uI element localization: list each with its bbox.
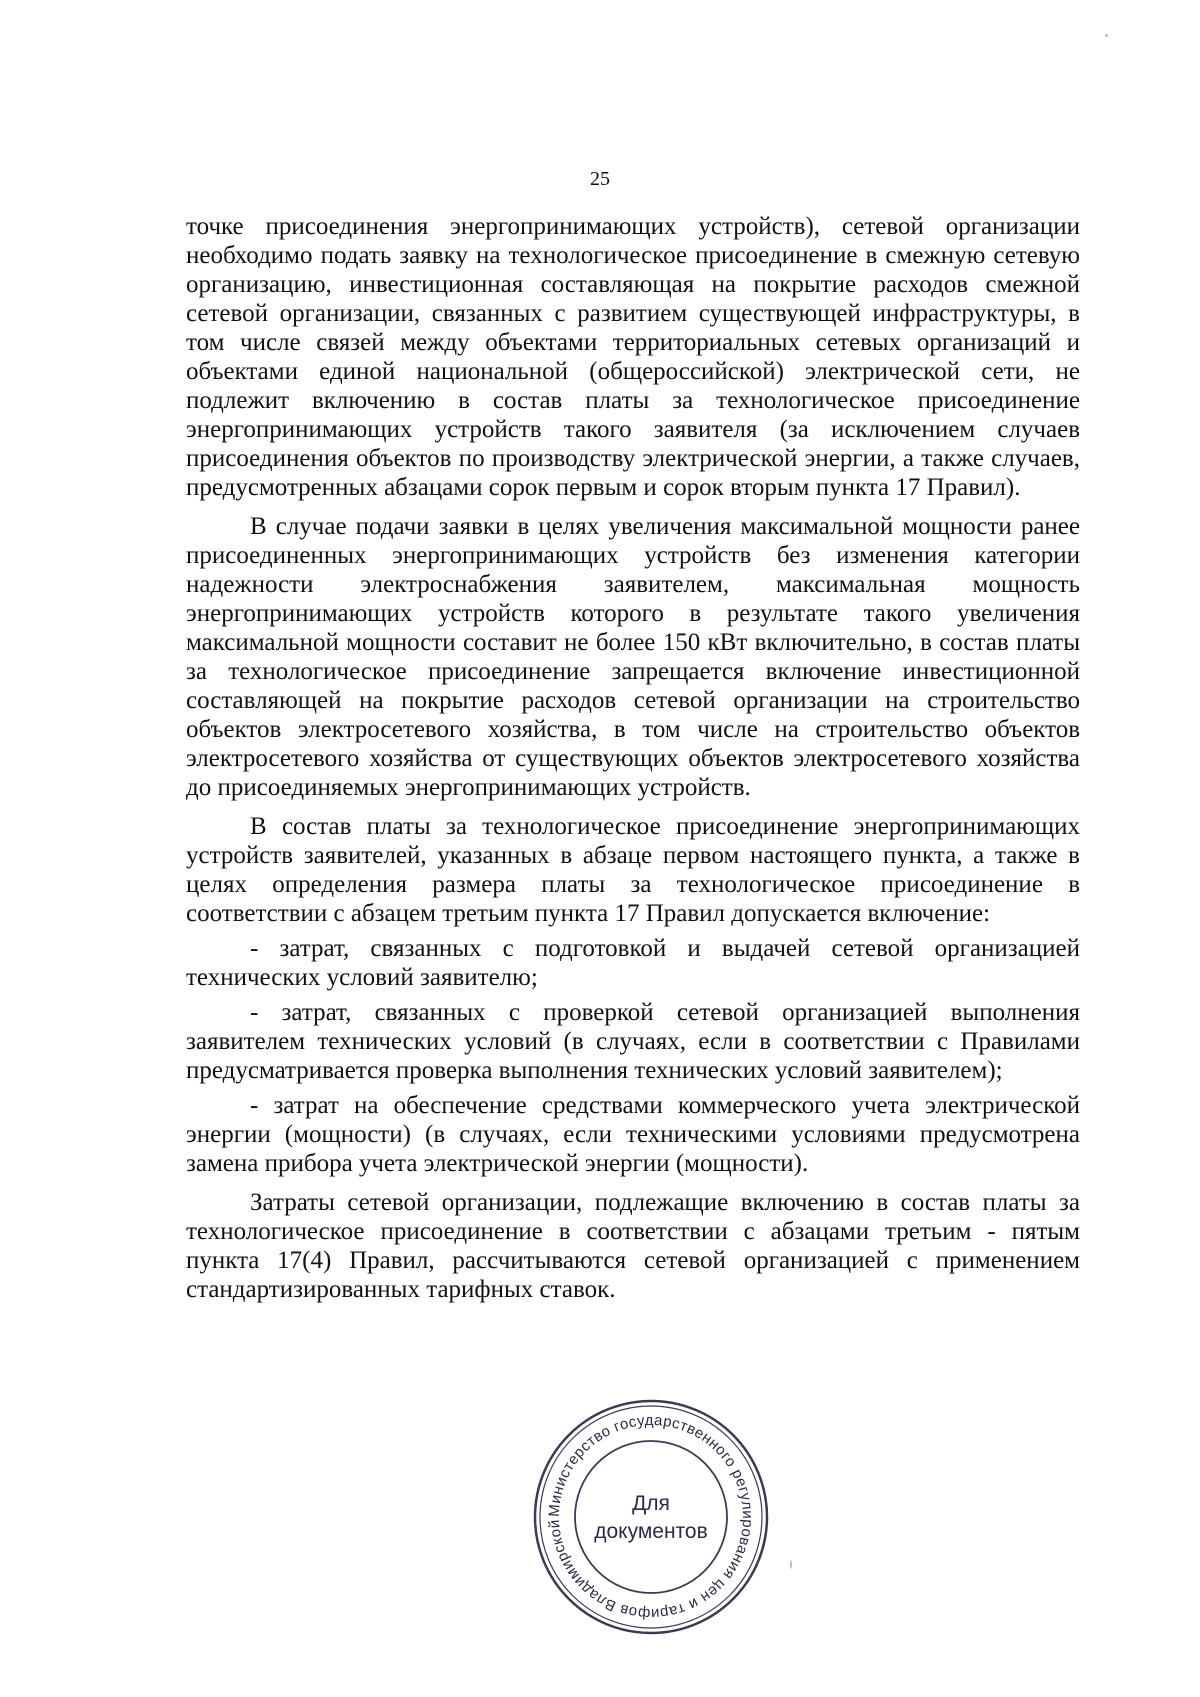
paragraph-4: Затраты сетевой организации, подлежащие включению в состав платы за технологическое присоединение в соответствии с абзацами третьим - пятым пункта 17(4) Правил, рассчитываются сетевой организацией с применением стандартизированных тарифных ставок. [186, 1189, 1080, 1303]
paragraph-2: В случае подачи заявки в целях увеличения максимальной мощности ранее присоединенных энергопринимающих устройств без изменения категории надежности электроснабжения заявителем, максимальная мощность энергопринимающих устройств которого в результате такого увеличения максимальной мощности составит не более 150 кВт включительно, в состав платы за технологическое присоединение запрещается включение инвестиционной составляющей на покрытие расходов сетевой организации на строительство объектов электросетевого хозяйства, в том числе на строительство объектов электросетевого хозяйства от существующих объектов электросетевого хозяйства до присоединяемых энергопринимающих устройств. [186, 513, 1080, 801]
scan-mark [1105, 34, 1108, 37]
stamp-center-line-1: Для [632, 1492, 670, 1515]
page-number: 25 [590, 168, 610, 190]
list-item-3: - затрат на обеспечение средствами коммерческого учета электрической энергии (мощности) (в случаях, если техническими условиями предусмотрена замена прибора учета электрической энергии (мощности). [186, 1092, 1080, 1177]
list-item-2: - затрат, связанных с проверкой сетевой организацией выполнения заявителем технических условий (в случаях, если в соответствии с Правилами предусматривается проверка выполнения технических условий заявителем); [186, 999, 1080, 1084]
paragraph-3: В состав платы за технологическое присоединение энергопринимающих устройств заявителей, указанных в абзаце первом настоящего пункта, а также в целях определения размера платы за технологическое присоединение в соответствии с абзацем третьим пункта 17 Правил допускается включение: [186, 813, 1080, 927]
official-stamp [532, 1398, 770, 1636]
document-body [186, 212, 1080, 1314]
stamp-seal-icon [532, 1398, 770, 1636]
paragraph-1: точке присоединения энергопринимающих устройств), сетевой организации необходимо подать заявку на технологическое присоединение в смежную сетевую организацию, инвестиционная составляющая на покрытие расходов смежной сетевой организации, связанных с развитием существующей инфраструктуры, в том числе связей между объектами территориальных сетевых организаций и объектами единой национальной (общероссийской) электрической сети, не подлежит включению в состав платы за технологическое присоединение энергопринимающих устройств такого заявителя (за исключением случаев присоединения объектов по производству электрической энергии, а также случаев, предусмотренных абзацами сорок первым и сорок вторым пункта 17 Правил). [186, 213, 1080, 501]
list-item-1: - затрат, связанных с подготовкой и выдачей сетевой организацией технических условий заявителю; [186, 935, 1080, 991]
stamp-ring-text: Министерство государственного регулирования цен и тарифов Владимирской [545, 1411, 757, 1623]
scan-mark [790, 1560, 792, 1569]
stamp-center-line-2: документов [594, 1520, 708, 1543]
